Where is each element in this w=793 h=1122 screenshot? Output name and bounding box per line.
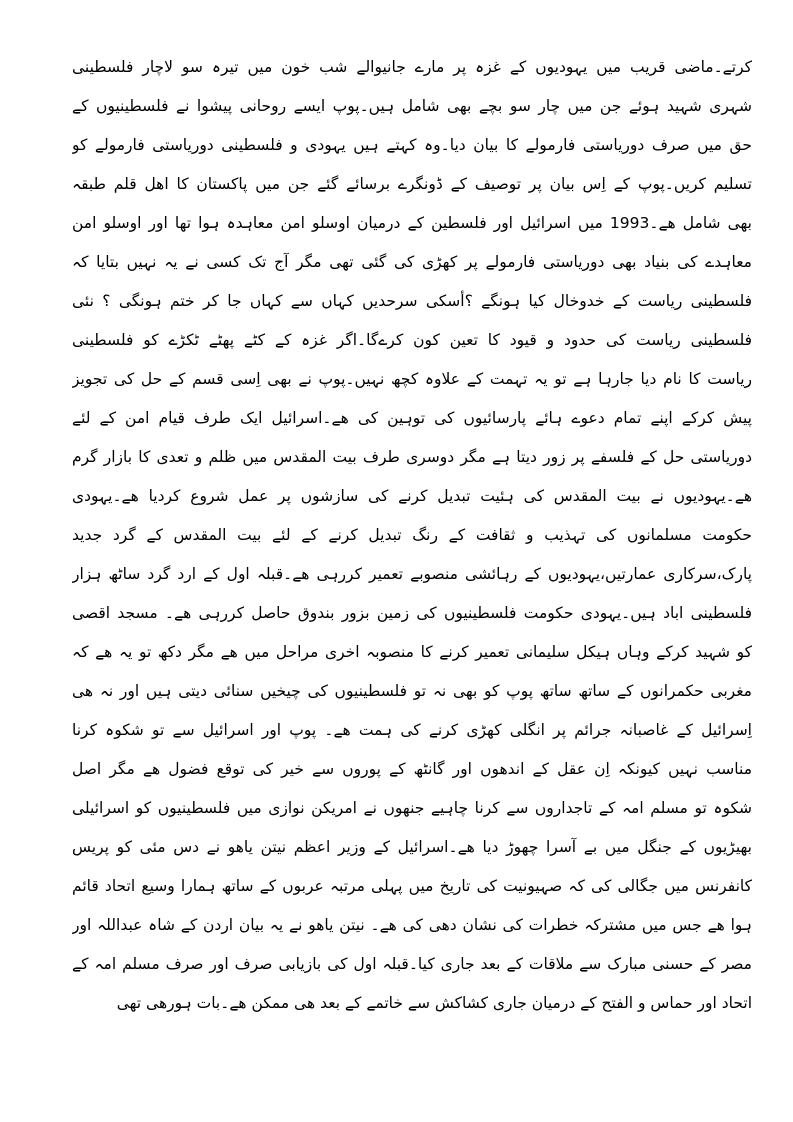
text-line: فلسطینی اباد ہیں۔یہودی حکومت فلسطینیوں کی زمین بزور بندوق حاصل کررہی ھے۔ مسجد اقصی bbox=[72, 604, 752, 622]
text-line: اِسرائیل کے غاصبانہ جرائم پر انگلی کھڑی کرنے کی ہمت ھے۔ پوپ اور اسرائیل سے تو شکوہ کرنا bbox=[72, 721, 752, 739]
text-line: پیش کرکے اپنے تمام دعوے ہائے پارسائیوں کی توہین کی ھے۔اسرائیل ایک طرف قیام امن کے لئے bbox=[72, 409, 752, 427]
text-line: تسلیم کریں۔پوپ کے اِس بیان پر توصیف کے ڈونگرے برسائے گئے جن میں پاکستان کا اھل قلم طبقہ bbox=[72, 175, 752, 193]
text-line: مغربی حکمرانوں کے ساتھ ساتھ پوپ کو بھی نہ تو فلسطینیوں کی چیخیں سنائی دیتی ہیں اور نہ ھی bbox=[72, 682, 752, 700]
text-line: ریاست کا نام دیا جارہا ہے تو یہ تہمت کے علاوہ کچھ نہیں۔پوپ نے بھی اِسی قسم کے حل کی تجویز bbox=[72, 370, 752, 388]
text-line: شکوہ تو مسلم امہ کے تاجداروں سے کرنا چاہیے جنھوں نے امریکن نوازی میں فلسطینیوں کو اسرائیلی bbox=[72, 799, 752, 817]
text-line: ھے۔یہودیوں نے بیت المقدس کی ہئیت تبدیل کرنے کی سازشوں پر عمل شروع کردیا ھے۔یہودی bbox=[72, 487, 752, 505]
text-line: فلسطینی ریاست کے خدوخال کیا ہونگے ؟أسکی سرحدیں کہاں سے کہاں جا کر ختم ہونگی ؟ نئی bbox=[72, 292, 752, 310]
text-line: پارک،سرکاری عمارتیں،یہودیوں کے رہائشی منصوبے تعمیر کررہی ھے۔قبلہ اول کے ارد گرد ساٹھ ہزار bbox=[72, 565, 752, 583]
text-line: فلسطینی ریاست کی حدود و قیود کا تعین کون کرےگا۔اگر غزہ کے کٹے پھٹے ٹکڑے کو فلسطینی bbox=[72, 331, 752, 349]
article-body bbox=[72, 48, 752, 1023]
text-line: حکومت مسلمانوں کی تہذیب و ثقافت کے رنگ تبدیل کرنے کے لئے بیت المقدس کے گرد جدید bbox=[72, 526, 752, 544]
text-line: مصر کے حسنی مبارک سے ملاقات کے بعد جاری کیا۔قبلہ اول کی بازیابی صرف اور صرف مسلم امہ کے bbox=[72, 955, 752, 973]
text-line-last: اتحاد اور حماس و الفتح کے درمیان جاری کشاکش سے خاتمے کے بعد ھی ممکن ھے۔بات ہورھی تھی bbox=[116, 994, 752, 1012]
text-line: بھیڑیوں کے جنگل میں بے آسرا چھوڑ دیا ھے۔اسرائیل کے وزیر اعظم نیتن یاھو نے دس مئی کو پریس bbox=[72, 838, 752, 856]
text-line: معاہدے کی بنیاد بھی دوریاستی فارمولے پر کھڑی کی گئی تھی مگر آج تک کسی نے یہ نہیں بتایا کہ bbox=[72, 253, 752, 271]
text-line: کو شہید کرکے وہاں ہیکل سلیمانی تعمیر کرنے کا منصوبہ اخری مراحل میں ھے مگر دکھ تو یہ ھے کہ bbox=[72, 643, 752, 661]
text-line: ہوا ھے جس میں مشترکہ خطرات کی نشان دھی کی ھے۔ نیتن یاھو نے یہ بیان اردن کے شاہ عبداللہ اور bbox=[72, 916, 752, 934]
text-line: دوریاستی حل کے فلسفے پر زور دیتا ہے مگر دوسری طرف بیت المقدس میں ظلم و تعدی کا بازار گرم bbox=[72, 448, 752, 466]
text-line: مناسب نہیں کیونکہ اِن عقل کے اندھوں اور گانٹھ کے پوروں سے خیر کی توقع فضول ھے مگر اصل bbox=[72, 760, 752, 778]
text-line: حق میں صرف دوریاستی فارمولے کا بیان دیا۔وہ کہتے ہیں یہودی و فلسطینی دوریاستی فارمولے کو bbox=[72, 136, 752, 154]
text-line: کرتے۔ماضی قریب میں یہودیوں کے غزہ پر مارے جانیوالے شب خون میں تیرہ سو لاچار فلسطینی bbox=[72, 58, 752, 76]
text-line: شہری شہید ہوئے جن میں چار سو بچے بھی شامل ہیں۔پوپ ایسے روحانی پیشوا نے فلسطینیوں کے bbox=[72, 97, 752, 115]
text-line: کانفرنس میں جگالی کی کہ صہیونیت کی تاریخ میں پہلی مرتبہ عربوں کے ساتھ ہمارا وسیع اتحاد قائم bbox=[72, 877, 752, 895]
text-line: بھی شامل ھے۔1993 میں اسرائیل اور فلسطین کے درمیان اوسلو امن معاہدہ ہوا تھا اور اوسلو امن bbox=[72, 214, 752, 232]
